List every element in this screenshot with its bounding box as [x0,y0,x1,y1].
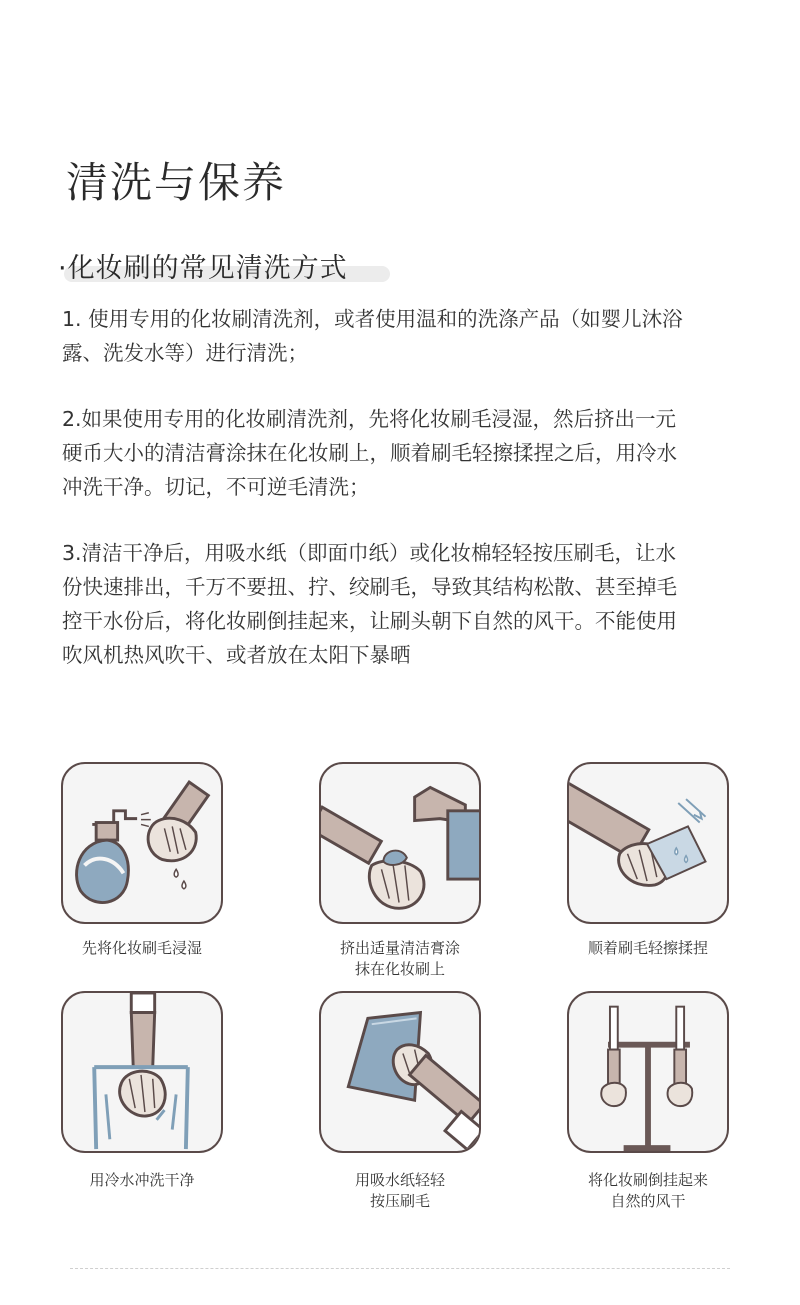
step-3-line: 吹风机热风吹干、或者放在太阳下暴晒 [62,643,411,667]
step-2-line: 硬币大小的清洁膏涂抹在化妆刷上，顺着刷毛轻擦揉捏之后，用冷水 [62,441,677,465]
caption-line: 顺着刷毛轻擦揉捏 [587,939,708,957]
press-tissue-icon [319,991,481,1153]
caption-line: 自然的风干 [610,1192,686,1210]
step-3 [62,536,742,672]
caption-6 [538,1170,758,1212]
caption-line: 将化妆刷倒挂起来 [587,1171,708,1189]
step-3-line: 份快速排出，千万不要扭、拧、绞刷毛，导致其结构松散、甚至掉毛 [62,575,677,599]
caption-2 [290,938,510,980]
cleaning-steps [62,302,742,704]
step-3-line: 3.清洁干净后，用吸水纸（即面巾纸）或化妆棉轻轻按压刷毛，让水 [62,541,677,565]
caption-line: 用冷水冲洗干净 [89,1171,195,1189]
section-heading-block [58,246,348,285]
section-heading: ·化妆刷的常见清洗方式 [58,253,348,284]
caption-3 [538,938,758,959]
step-1-line: 露、洗发水等）进行清洗； [62,341,308,365]
step-2 [62,402,742,504]
caption-line: 用吸水纸轻轻 [354,1171,445,1189]
caption-line: 先将化妆刷毛浸湿 [81,939,202,957]
step-1-line: 1. 使用专用的化妆刷清洗剂，或者使用温和的洗涤产品（如婴儿沐浴 [62,307,683,331]
spray-bottle-brush-icon [61,762,223,924]
squeeze-cleanser-icon [319,762,481,924]
caption-line: 抹在化妆刷上 [354,960,445,978]
caption-1 [32,938,252,959]
caption-5 [290,1170,510,1212]
hang-brush-stand-icon [567,991,729,1153]
page-title: 清洗与保养 [66,158,287,207]
caption-line: 挤出适量清洁膏涂 [339,939,460,957]
rinse-brush-icon [61,991,223,1153]
brush-rub-palm-icon [567,762,729,924]
caption-4 [32,1170,252,1191]
step-2-line: 冲洗干净。切记，不可逆毛清洗； [62,475,370,499]
step-1 [62,302,742,370]
step-3-line: 控干水份后，将化妆刷倒挂起来，让刷头朝下自然的风干。不能使用 [62,609,677,633]
step-2-line: 2.如果使用专用的化妆刷清洗剂，先将化妆刷毛浸湿，然后挤出一元 [62,407,677,431]
bottom-divider [70,1268,730,1269]
caption-line: 按压刷毛 [369,1192,430,1210]
